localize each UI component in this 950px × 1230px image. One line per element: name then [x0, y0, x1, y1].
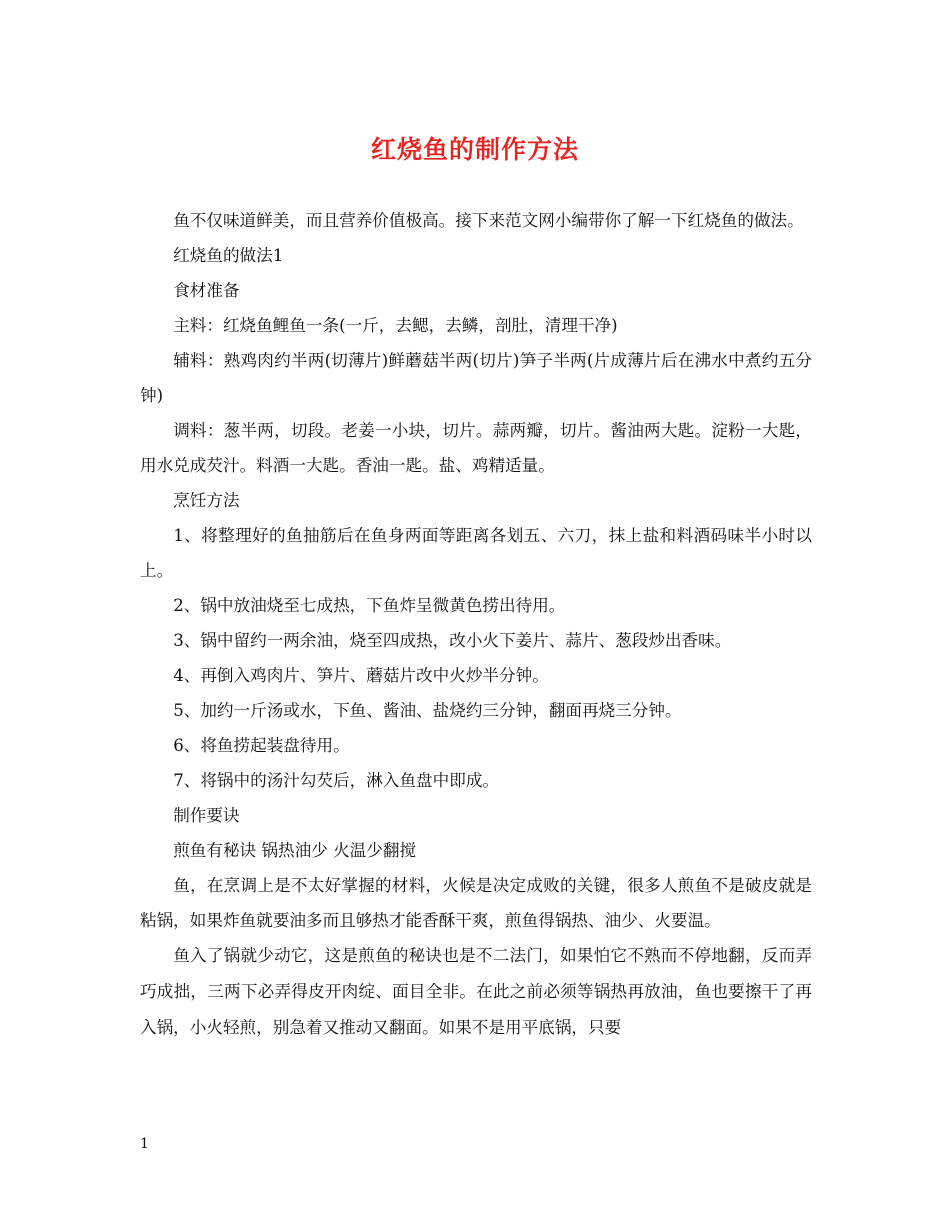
step-7: 7、将锅中的汤汁勾芡后，淋入鱼盘中即成。	[173, 771, 500, 790]
page-number: 1	[140, 1136, 149, 1152]
section-heading-ingredients: 食材准备	[173, 281, 240, 300]
step-4: 4、再倒入鸡肉片、笋片、蘑菇片改中火炒半分钟。	[173, 666, 549, 685]
step-5: 5、加约一斤汤或水，下鱼、酱油、盐烧约三分钟，翻面再烧三分钟。	[173, 701, 682, 720]
tips-subheading: 煎鱼有秘诀 锅热油少 火温少翻搅	[173, 841, 417, 860]
step-6: 6、将鱼捞起装盘待用。	[173, 736, 350, 755]
paragraph-frying-secret: 鱼入了锅就少动它，这是煎鱼的秘诀也是不二法门，如果怕它不熟而不停地翻，反而弄巧成拙，三两下必弄得皮开肉绽、面目全非。在此之前必须等锅热再放油，鱼也要擦干了再入锅，小火轻煎，别急着又推动又翻面。如果不是用平底锅，只要	[140, 946, 812, 1037]
section-heading-cooking-method: 烹饪方法	[173, 491, 240, 510]
paragraph-main-ingredient: 主料：红烧鱼鲤鱼一条(一斤，去鳃，去鳞，剖肚，清理干净)	[173, 316, 618, 335]
paragraph-seasonings: 调料：葱半两，切段。老姜一小块，切片。蒜两瓣，切片。酱油两大匙。淀粉一大匙，用水兑成芡汁。料酒一大匙。香油一匙。盐、鸡精适量。	[140, 421, 812, 475]
document-body	[140, 203, 812, 1046]
step-2: 2、锅中放油烧至七成热，下鱼炸呈微黄色捞出待用。	[173, 596, 566, 615]
step-1: 1、将整理好的鱼抽筋后在鱼身两面等距离各划五、六刀，抹上盐和料酒码味半小时以上。	[140, 526, 812, 580]
step-3: 3、锅中留约一两余油，烧至四成热，改小火下姜片、蒜片、葱段炒出香味。	[173, 631, 732, 650]
paragraph-frying-tips: 鱼，在烹调上是不太好掌握的材料，火候是决定成败的关键，很多人煎鱼不是破皮就是粘锅，如果炸鱼就要油多而且够热才能香酥干爽，煎鱼得锅热、油少、火要温。	[140, 876, 812, 930]
paragraph-auxiliary-ingredients: 辅料：熟鸡肉约半两(切薄片)鲜蘑菇半两(切片)笋子半两(片成薄片后在沸水中煮约五分钟)	[140, 351, 812, 405]
page-title: 红烧鱼的制作方法	[370, 135, 579, 164]
section-heading-method-1: 红烧鱼的做法1	[173, 246, 284, 265]
paragraph-intro: 鱼不仅味道鲜美，而且营养价值极高。接下来范文网小编带你了解一下红烧鱼的做法。	[173, 211, 804, 230]
section-heading-tips: 制作要诀	[173, 806, 240, 825]
